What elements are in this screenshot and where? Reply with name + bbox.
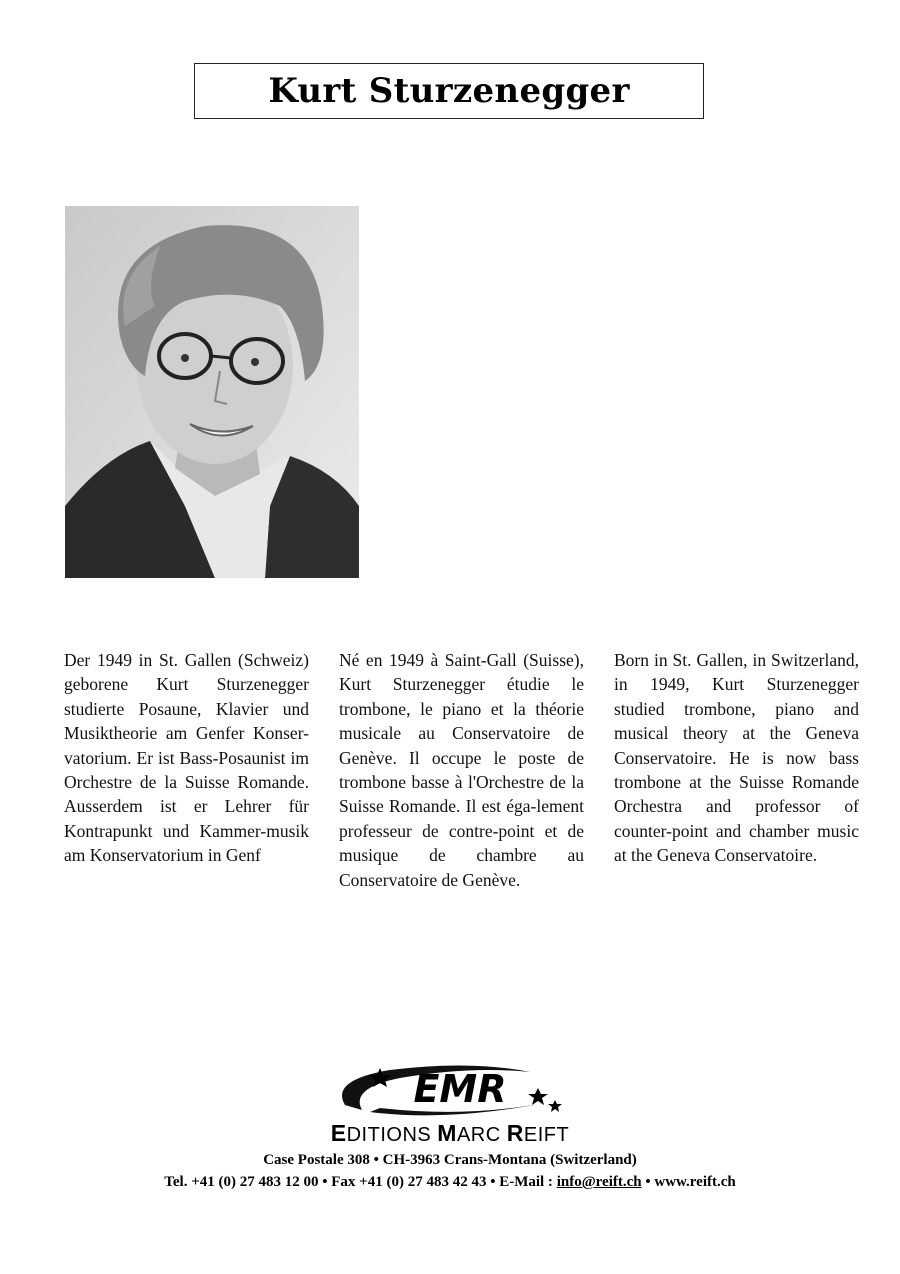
publisher-name-rest-3: EIFT bbox=[523, 1124, 570, 1146]
title-box bbox=[194, 63, 704, 119]
contact-phone-fax: Tel. +41 (0) 27 483 12 00 • Fax +41 (0) 27 483 42 43 • E-Mail : bbox=[164, 1174, 557, 1190]
email-link[interactable]: info@reift.ch bbox=[556, 1174, 642, 1190]
composer-portrait bbox=[65, 206, 359, 578]
portrait-illustration bbox=[65, 206, 359, 578]
publisher-name bbox=[0, 1120, 900, 1147]
publisher-name-cap-2: M bbox=[437, 1120, 457, 1146]
publisher-name-cap-1: E bbox=[330, 1120, 347, 1146]
publisher-contact bbox=[0, 1174, 900, 1191]
bio-french: Né en 1949 à Saint-Gall (Suisse), Kurt Sturzenegger étudie le trombone, le piano et la théorie musicale au Conservatoire de Genève. Il occupe le poste de trombone basse à l'Orchestre de la Suisse Romande. Il est éga-lement professeur de contre-point et de musique de chambre au Conservatoire de Genève. bbox=[339, 650, 584, 890]
bio-german: Der 1949 in St. Gallen (Schweiz) geborene Kurt Sturzenegger studierte Posaune, Klavier und Musiktheorie am Genfer Konser-vatorium. Er ist Bass-Posaunist im Orchestre de la Suisse Romande. Ausserdem ist er Lehrer für Kontrapunkt und Kammer-musik am Konservatorium in Genf bbox=[64, 650, 309, 866]
publisher-name-rest-2: ARC bbox=[456, 1124, 507, 1146]
contact-separator: • bbox=[641, 1174, 655, 1190]
publisher-name-rest-1: DITIONS bbox=[346, 1124, 438, 1146]
emr-logo-mark bbox=[270, 1060, 650, 1120]
logo-mark-text: EMR bbox=[413, 1067, 507, 1111]
page-title: Kurt Sturzenegger bbox=[268, 71, 630, 111]
publisher-address: Case Postale 308 • CH-3963 Crans-Montana (Switzerland) bbox=[263, 1152, 637, 1168]
bio-english: Born in St. Gallen, in Switzerland, in 1949, Kurt Sturzenegger studied trombone, piano and musical theory at the Geneva Conservatoire. He is now bass trombone at the Suisse Romande Orchestra and professor of counter-point and chamber music at the Geneva Conservatoire. bbox=[614, 650, 859, 866]
publisher-name-cap-3: R bbox=[506, 1120, 524, 1146]
website-link[interactable]: www.reift.ch bbox=[654, 1174, 736, 1190]
